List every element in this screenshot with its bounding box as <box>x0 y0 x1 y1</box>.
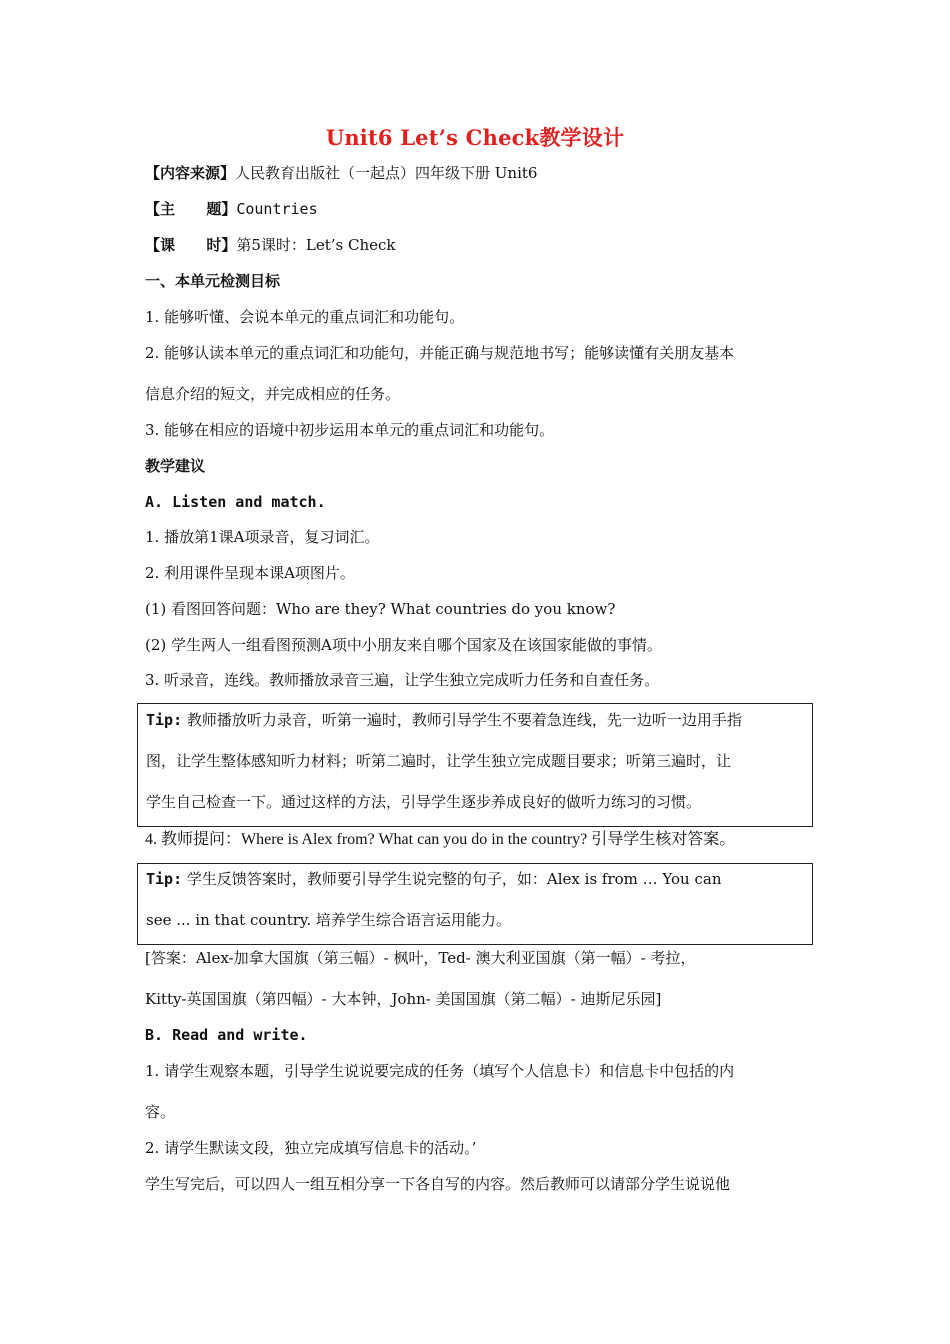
meta-topic-value: Countries <box>236 200 318 218</box>
tip2-line <box>146 869 806 889</box>
partA-step4: 4. 教师提问：Where is Alex from? What can you do in the country? 引导学生核对答案。 <box>145 831 736 848</box>
tip2-label: Tip: <box>146 870 183 888</box>
partA-item: (2) 学生两人一组看图预测A项中小朋友来自哪个国家及在该国家能做的事情。 <box>145 636 662 654</box>
partA-item: 1. 播放第1课A项录音，复习词汇。 <box>145 528 380 546</box>
section2-heading: 教学建议 <box>145 457 206 475</box>
partB-item: 2. 请学生默读文段，独立完成填写信息卡的活动。’ <box>145 1139 477 1157</box>
partA-item: 2. 利用课件呈现本课A项图片。 <box>145 564 355 582</box>
partB-item: 学生写完后，可以四人一组互相分享一下各自写的内容。然后教师可以请部分学生说说他 <box>145 1175 731 1193</box>
tip2-line: see ... in that country. 培养学生综合语言运用能力。 <box>146 911 511 929</box>
meta-source-label: 【内容来源】 <box>145 164 236 182</box>
tip1-line: 图，让学生整体感知听力材料；听第二遍时，让学生独立完成题目要求；听第三遍时，让 <box>146 752 732 770</box>
answer-line: Kitty-英国国旗（第四幅）- 大本钟，John- 美国国旗（第二幅）- 迪斯尼乐园] <box>145 990 662 1008</box>
section1-item: 2. 能够认读本单元的重点词汇和功能句，并能正确与规范地书写；能够读懂有关朋友基本 <box>145 344 735 362</box>
partB-item: 1. 请学生观察本题，引导学生说说要完成的任务（填写个人信息卡）和信息卡中包括的内 <box>145 1062 735 1080</box>
meta-topic-label: 【主 题】 <box>145 200 237 218</box>
meta-period-value: 第5课时：Let’s Check <box>236 236 396 254</box>
partB-heading: B. Read and write. <box>145 1026 308 1044</box>
section1-item: 1. 能够听懂、会说本单元的重点词汇和功能句。 <box>145 308 465 326</box>
tip1-text: 教师播放听力录音，听第一遍时，教师引导学生不要着急连线，先一边听一边用手指 <box>186 711 742 729</box>
tip1-line: 学生自己检查一下。通过这样的方法，引导学生逐步养成良好的做听力练习的习惯。 <box>146 793 702 811</box>
meta-period-label: 【课 时】 <box>145 236 237 254</box>
tip2-text: 学生反馈答案时，教师要引导学生说完整的句子，如：Alex is from … You can <box>186 870 722 888</box>
partA-item: (1) 看图回答问题：Who are they? What countries do you know? <box>145 600 616 618</box>
meta-topic <box>145 199 815 219</box>
meta-period <box>145 235 815 255</box>
tip-box-2 <box>137 863 813 945</box>
meta-source <box>145 163 815 183</box>
partA-item: 3. 听录音，连线。教师播放录音三遍，让学生独立完成听力任务和自查任务。 <box>145 671 660 689</box>
section1-heading: 一、本单元检测目标 <box>145 272 281 290</box>
section1-item: 3. 能够在相应的语境中初步运用本单元的重点词汇和功能句。 <box>145 421 555 439</box>
document-title: Unit6 Let’s Check教学设计 <box>325 125 625 150</box>
tip-box-1 <box>137 703 813 827</box>
answer-line: [答案：Alex-加拿大国旗（第三幅）- 枫叶，Ted- 澳大利亚国旗（第一幅）- 考拉， <box>145 949 696 967</box>
tip1-line <box>146 710 806 730</box>
meta-source-value: 人民教育出版社（一起点）四年级下册 Unit6 <box>235 164 538 182</box>
partB-item: 容。 <box>145 1103 176 1121</box>
partA-heading: A. Listen and match. <box>145 493 326 511</box>
section1-item: 信息介绍的短文，并完成相应的任务。 <box>145 385 401 403</box>
tip1-label: Tip: <box>146 711 183 729</box>
